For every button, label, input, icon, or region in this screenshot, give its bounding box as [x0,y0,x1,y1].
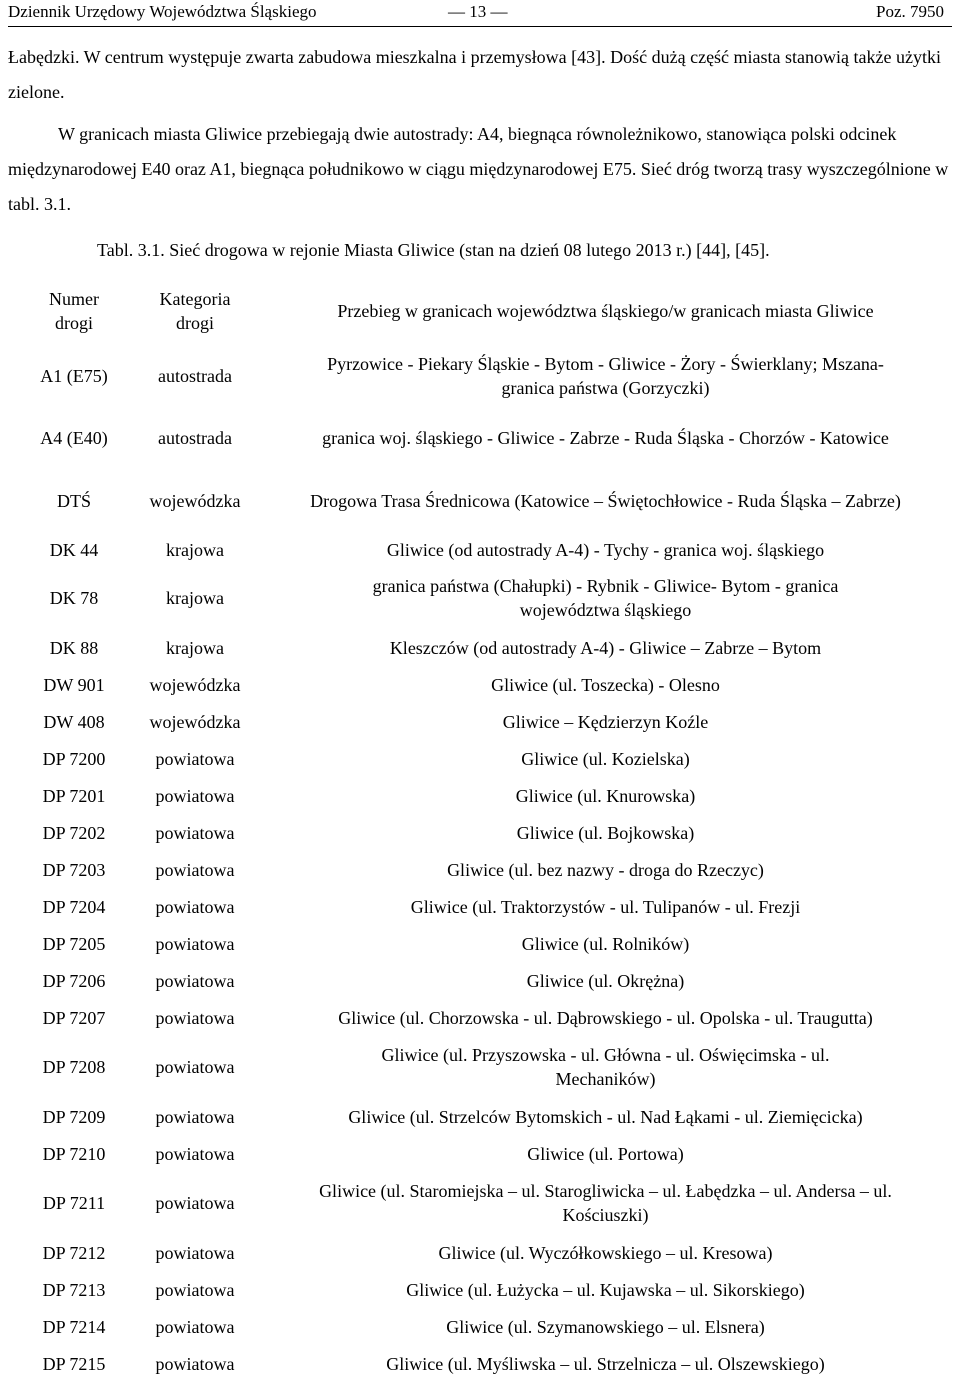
route-cell: Gliwice (ul. Strzelców Bytomskich - ul. Nad Łąkami - ul. Ziemięcicka) [348,1106,863,1127]
table-row [22,406,947,469]
road-category-cell: powiatowa [155,1193,235,1213]
table-row [22,1308,947,1345]
road-category-cell: powiatowa [155,1279,235,1300]
route-cell: Gliwice (ul. bez nazwy - droga do Rzeczyc) [447,859,764,880]
road-number-cell: DP 7201 [42,785,106,806]
road-number-cell: A4 (E40) [40,427,108,448]
table-header-row [22,276,947,346]
road-category-cell: krajowa [166,637,224,658]
table-row [22,1098,947,1135]
road-category-cell: wojewódzka [149,711,241,732]
table-row [22,703,947,740]
table-row [22,629,947,666]
road-number-cell: DP 7214 [42,1316,106,1337]
road-number-cell: DP 7211 [42,1193,106,1213]
route-cell: granica państwa (Chałupki) - Rybnik - Gliwice- Bytom - granica województwa śląskiego [372,576,839,620]
table-row [22,1135,947,1172]
route-cell: Gliwice (ul. Przyszowska - ul. Główna - ul. Oświęcimska - ul. Mechaników) [381,1045,830,1089]
route-cell: Gliwice (ul. Traktorzystów - ul. Tulipanów - ul. Frezji [410,896,801,917]
road-category-cell: autostrada [158,366,232,386]
road-number-cell: DP 7205 [42,933,106,954]
table-row [22,777,947,814]
table-row [22,740,947,777]
journal-title: Dziennik Urzędowy Województwa Śląskiego [8,2,317,21]
road-category-cell: wojewódzka [149,490,241,511]
road-category-cell: powiatowa [155,1106,235,1127]
road-category-cell: powiatowa [155,748,235,769]
route-cell: granica woj. śląskiego - Gliwice - Zabrze - Ruda Śląska - Chorzów - Katowice [322,427,889,448]
route-cell: Gliwice (ul. Staromiejska – ul. Starogliwicka – ul. Łabędzka – ul. Andersa – ul. Kościuszki) [319,1181,892,1225]
table-row [22,567,947,629]
road-number-cell: DW 901 [43,674,105,695]
table-row [22,999,947,1036]
table-row [22,1172,947,1234]
road-number-cell: DK 78 [49,588,99,608]
table-row [22,962,947,999]
road-number-cell: DP 7210 [42,1143,106,1164]
road-category-cell: powiatowa [155,933,235,954]
road-category-cell: powiatowa [155,1316,235,1337]
road-category-cell: powiatowa [155,896,235,917]
table-row [22,888,947,925]
table-row [22,814,947,851]
road-category-cell: powiatowa [155,1057,235,1077]
road-category-cell: powiatowa [155,822,235,843]
road-number-cell: DP 7203 [42,859,106,880]
road-number-cell: DP 7212 [42,1242,106,1263]
road-number-cell: DP 7215 [42,1353,106,1374]
route-cell: Pyrzowice - Piekary Śląskie - Bytom - Gliwice - Żory - Świerklany; Mszana- granica państwa (Gorzyczki) [327,354,884,398]
road-number-cell: DW 408 [43,711,105,732]
road-category-cell: powiatowa [155,1143,235,1164]
table-row [22,1345,947,1382]
table-row [22,1271,947,1308]
table-row [22,346,947,406]
route-cell: Gliwice – Kędzierzyn Koźle [502,711,709,732]
road-category-cell: wojewódzka [149,674,241,695]
road-category-cell: krajowa [166,588,224,608]
road-category-cell: powiatowa [155,1242,235,1263]
road-category-cell: krajowa [166,539,224,560]
route-cell: Gliwice (ul. Bojkowska) [516,822,695,843]
road-number-cell: DP 7202 [42,822,106,843]
route-cell: Gliwice (ul. Okrężna) [526,970,685,991]
table-row [22,666,947,703]
road-network-table [22,276,947,1382]
road-number-cell: DK 44 [49,539,99,560]
table-row [22,925,947,962]
road-number-cell: DP 7206 [42,970,106,991]
header-road-number: Numer drogi [49,289,99,333]
route-cell: Kleszczów (od autostrady A-4) - Gliwice – Zabrze – Bytom [389,637,822,658]
table-row [22,1036,947,1098]
header-route: Przebieg w granicach województwa śląskiego/w granicach miasta Gliwice [337,301,874,321]
road-number-cell: DP 7213 [42,1279,106,1300]
road-number-cell: DP 7200 [42,748,106,769]
road-category-cell: powiatowa [155,785,235,806]
road-number-cell: DP 7207 [42,1007,106,1028]
page-number: — 13 — [448,2,508,21]
road-category-cell: powiatowa [155,970,235,991]
route-cell: Gliwice (ul. Toszecka) - Olesno [491,674,720,695]
road-category-cell: powiatowa [155,1007,235,1028]
page-header [8,0,952,27]
road-category-cell: powiatowa [155,859,235,880]
route-cell: Gliwice (ul. Chorzowska - ul. Dąbrowskiego - ul. Opolska - ul. Traugutta) [338,1007,873,1028]
route-cell: Gliwice (ul. Portowa) [527,1143,684,1164]
road-number-cell: A1 (E75) [40,366,108,386]
header-road-category: Kategoria drogi [159,289,231,333]
route-cell: Drogowa Trasa Średnicowa (Katowice – Świętochłowice - Ruda Śląska – Zabrze) [310,490,901,511]
table-caption: Tabl. 3.1. Sieć drogowa w rejonie Miasta Gliwice (stan na dzień 08 lutego 2013 r.) [44], [45]. [97,240,770,260]
table-row [22,1234,947,1271]
route-cell: Gliwice (ul. Kozielska) [521,748,690,769]
road-number-cell: DTŚ [56,490,91,511]
road-number-cell: DP 7204 [42,896,106,917]
paragraph-intro: Łabędzki. W centrum występuje zwarta zabudowa mieszkalna i przemysłowa [43]. Dość dużą część miasta stanowią także użytki zielone. [8,47,941,102]
table-row [22,532,947,567]
route-cell: Gliwice (ul. Rolników) [521,933,690,954]
paragraph-highways: W granicach miasta Gliwice przebiegają dwie autostrady: A4, biegnąca równoleżnikowo, stanowiąca polski odcinek międzynarodowej E40 oraz A1, biegnąca południkowo w ciągu międzynarodowej E75. Sieć dróg tworzą trasy wyszczególnione w tabl. 3.1. [8,124,949,214]
road-number-cell: DP 7209 [42,1106,106,1127]
position-number: Poz. 7950 [876,2,944,21]
route-cell: Gliwice (ul. Szymanowskiego – ul. Elsnera) [446,1316,765,1337]
route-cell: Gliwice (ul. Wyczółkowskiego – ul. Kresowa) [438,1242,773,1263]
road-number-cell: DK 88 [49,637,99,658]
route-cell: Gliwice (ul. Knurowska) [515,785,696,806]
table-row [22,851,947,888]
road-number-cell: DP 7208 [42,1057,106,1077]
road-category-cell: autostrada [158,427,232,448]
table-body [22,346,947,1382]
route-cell: Gliwice (od autostrady A-4) - Tychy - granica woj. śląskiego [386,539,825,560]
road-category-cell: powiatowa [155,1353,235,1374]
table-row [22,469,947,532]
route-cell: Gliwice (ul. Myśliwska – ul. Strzelnicza – ul. Olszewskiego) [386,1353,825,1374]
route-cell: Gliwice (ul. Łużycka – ul. Kujawska – ul. Sikorskiego) [406,1279,805,1300]
